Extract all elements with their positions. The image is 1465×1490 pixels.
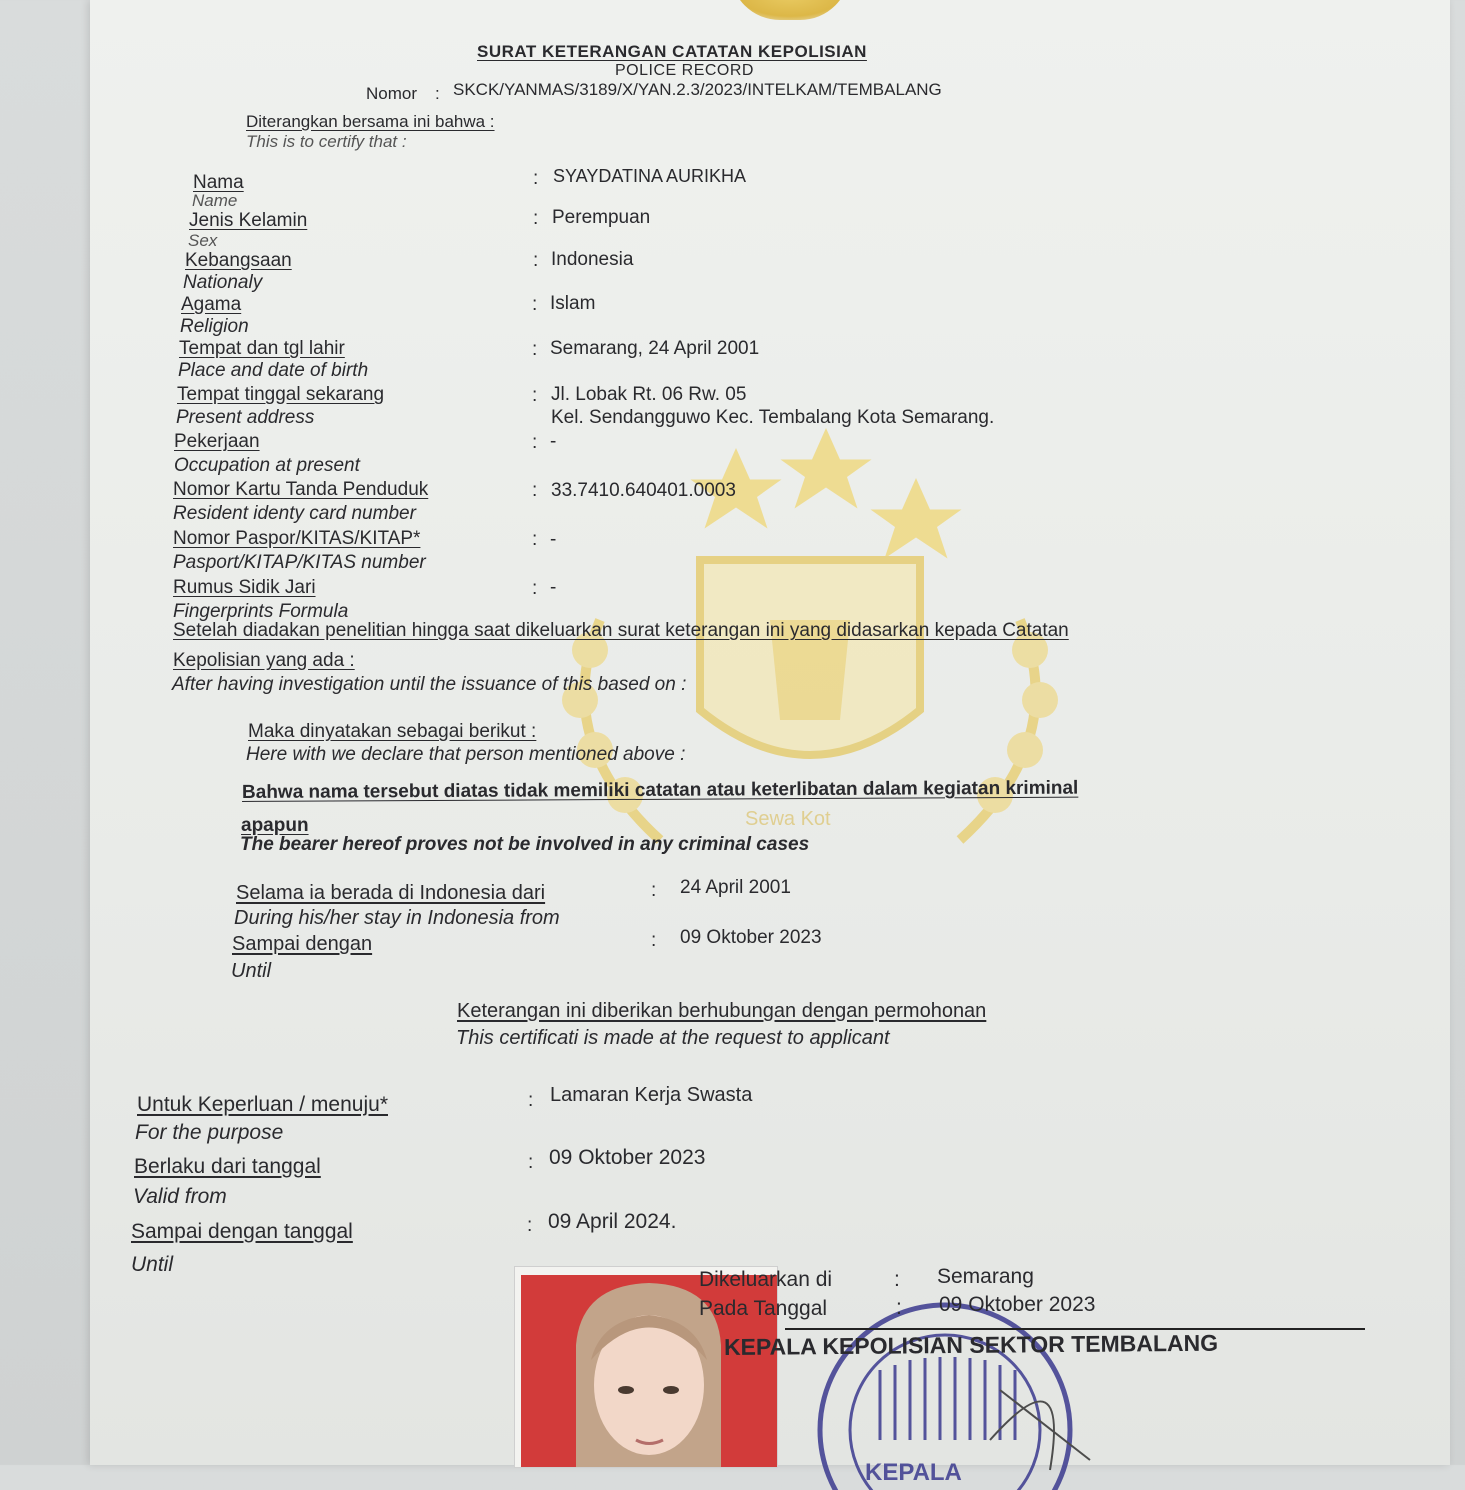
field-value-address-line1: Jl. Lobak Rt. 06 Rw. 05 bbox=[551, 384, 747, 405]
field-label-nationality: Kebangsaan bbox=[185, 250, 292, 271]
issued-date-label: Pada Tanggal bbox=[699, 1297, 828, 1320]
nomor-colon: : bbox=[435, 84, 440, 103]
field-value-fingerprint: - bbox=[550, 577, 557, 598]
purpose-label-en: For the purpose bbox=[135, 1121, 284, 1144]
field-label-fingerprint-en: Fingerprints Formula bbox=[173, 601, 349, 622]
investigation-en: After having investigation until the issuance of this based on : bbox=[172, 674, 687, 695]
field-label-address-en: Present address bbox=[176, 407, 315, 428]
purpose-label: Untuk Keperluan / menuju* bbox=[137, 1093, 388, 1116]
stay-from-value: 24 April 2001 bbox=[680, 877, 791, 898]
stay-until-value: 09 Oktober 2023 bbox=[680, 927, 822, 948]
issuing-office: KEPALA KEPOLISIAN SEKTOR TEMBALANG bbox=[723, 1329, 1219, 1360]
field-value-nama: SYAYDATINA AURIKHA bbox=[553, 166, 747, 186]
watermark-text: Sewa Kot bbox=[745, 808, 831, 830]
field-label-address: Tempat tinggal sekarang bbox=[177, 384, 385, 405]
declare-text: Maka dinyatakan sebagai berikut : bbox=[248, 721, 537, 742]
purpose-value: Lamaran Kerja Swasta bbox=[550, 1084, 753, 1106]
field-label-birth: Tempat dan tgl lahir bbox=[179, 338, 345, 359]
stay-until-label: Sampai dengan bbox=[232, 933, 373, 955]
statement-en: The bearer hereof proves not be involved in any criminal cases bbox=[240, 834, 810, 855]
stay-until-label-en: Until bbox=[231, 960, 272, 982]
document-subtitle: POLICE RECORD bbox=[615, 62, 754, 79]
field-label-occupation: Pekerjaan bbox=[174, 431, 260, 452]
nomor-value: SKCK/YANMAS/3189/X/YAN.2.3/2023/INTELKAM/TEMBALANG bbox=[453, 80, 942, 99]
investigation-line1: Setelah diadakan penelitian hingga saat dikeluarkan surat keterangan ini yang didasarkan kepada Catatan bbox=[173, 620, 1069, 641]
field-label-ktp: Nomor Kartu Tanda Penduduk bbox=[173, 479, 429, 500]
request-text-en: This certificati is made at the request to applicant bbox=[456, 1027, 890, 1049]
field-value-religion: Islam bbox=[550, 293, 596, 314]
statement-line1: Bahwa nama tersebut diatas tidak memiliki catatan atau keterlibatan dalam kegiatan kriminal bbox=[241, 777, 1079, 803]
request-text: Keterangan ini diberikan berhubungan dengan permohonan bbox=[457, 1000, 987, 1022]
stamp-text: KEPALA bbox=[865, 1459, 962, 1486]
field-label-ktp-en: Resident identy card number bbox=[173, 503, 416, 524]
field-label-occupation-en: Occupation at present bbox=[174, 455, 360, 476]
field-label-nama-en: Name bbox=[192, 191, 238, 210]
issued-place-value: Semarang bbox=[937, 1265, 1034, 1288]
statement-line2: apapun bbox=[241, 815, 309, 836]
intro-text: Diterangkan bersama ini bahwa : bbox=[246, 112, 495, 131]
stay-from-label-en: During his/her stay in Indonesia from bbox=[234, 907, 560, 929]
field-value-occupation: - bbox=[550, 431, 557, 452]
declare-text-en: Here with we declare that person mentioned above : bbox=[246, 744, 686, 765]
field-value-address-line2: Kel. Sendangguwo Kec. Tembalang Kota Semarang. bbox=[551, 407, 995, 428]
valid-from-label: Berlaku dari tanggal bbox=[134, 1155, 321, 1178]
valid-from-label-en: Valid from bbox=[133, 1185, 227, 1208]
field-label-passport-en: Pasport/KITAP/KITAS number bbox=[173, 552, 426, 573]
field-value-birth: Semarang, 24 April 2001 bbox=[550, 338, 760, 359]
issued-place-label: Dikeluarkan di bbox=[699, 1268, 833, 1291]
field-value-ktp: 33.7410.640401.0003 bbox=[551, 480, 736, 501]
field-label-birth-en: Place and date of birth bbox=[178, 360, 369, 381]
stay-from-label: Selama ia berada di Indonesia dari bbox=[236, 882, 546, 904]
intro-text-en: This is to certify that : bbox=[246, 132, 407, 151]
document-paper: Sewa Kot SURAT KETERANGAN CATATAN KEPOLISIAN POLICE RECORD Nomor : SKCK/YANMAS/3189/X/YAN.2.3/2023/INTELKAM/TEMBALANG Diterangkan bersama ini bahwa : This is to certify that : Nama Name : SYAYDATINA AURIKHA Jenis Kelamin Sex : Perempuan Kebangsaan Nationaly : Indonesia Agama Religion : Islam Tempat dan tgl lahir Place and date of birth : Semarang, 24 April 2001 Tempat tinggal sekarang Present address : Jl. Lobak Rt. 06 Rw. 05 Kel. Sendangguwo Kec. Tembalang Kota Semarang. Pekerjaan Occupation at present : - Nomor Kartu Tanda Penduduk Resident identy card number : 33.7410.640401.0003 Nomor Paspor/KITAS/KITAP* Pasport/KITAP/KITAS number : - Rumus Sidik Jari Fingerprints Formula : - Setelah diadakan penelitian hingga saat dikeluarkan surat keterangan ini yang didasarkan kepada Catatan Kepolisian yang ada : After having investigation until the issuance of this based on : Maka dinyatakan sebagai berikut : Here with we declare that person mentioned above : Bahwa nama tersebut diatas tidak memiliki catatan atau keterlibatan dalam kegiatan kriminal apapun The bearer hereof proves not be involved in any criminal cases Selama ia berada di Indonesia dari During his/her stay in Indonesia from : 24 April 2001 Sampai dengan Until : 09 Oktober 2023 Keterangan ini diberikan berhubungan dengan permohonan This certificati is made at the request to applicant Untuk Keperluan / menuju* For the purpose : Lamaran Kerja Swasta Berlaku dari tanggal Valid from : 09 Oktober 2023 Sampai dengan tanggal Until : 09 April 2024. KEPALA Dikeluarkan di : Semarang Pada Tanggal : 09 Oktober 2023 KEPALA KEPOLISIAN SEKTOR TEMBALANG bbox=[90, 0, 1450, 1465]
field-label-sex-en: Sex bbox=[188, 231, 218, 250]
investigation-line2: Kepolisian yang ada : bbox=[173, 650, 355, 671]
signature-rule bbox=[785, 1328, 1365, 1330]
valid-from-value: 09 Oktober 2023 bbox=[549, 1146, 706, 1169]
field-label-nama: Nama bbox=[193, 172, 244, 193]
field-value-passport: - bbox=[550, 529, 557, 550]
field-label-nationality-en: Nationaly bbox=[183, 272, 263, 293]
valid-until-label: Sampai dengan tanggal bbox=[131, 1220, 353, 1243]
valid-until-value: 09 April 2024. bbox=[548, 1210, 677, 1233]
field-label-passport: Nomor Paspor/KITAS/KITAP* bbox=[173, 528, 421, 549]
field-label-fingerprint: Rumus Sidik Jari bbox=[173, 577, 316, 598]
valid-until-label-en: Until bbox=[131, 1253, 174, 1276]
field-value-sex: Perempuan bbox=[552, 207, 651, 228]
nomor-label: Nomor bbox=[366, 84, 418, 103]
field-label-sex: Jenis Kelamin bbox=[189, 210, 308, 231]
issued-date-value: 09 Oktober 2023 bbox=[939, 1293, 1096, 1316]
police-emblem-top bbox=[730, 0, 850, 20]
document-title: SURAT KETERANGAN CATATAN KEPOLISIAN bbox=[477, 42, 867, 61]
field-value-nationality: Indonesia bbox=[551, 249, 634, 270]
field-label-religion: Agama bbox=[181, 294, 242, 315]
field-label-religion-en: Religion bbox=[180, 316, 249, 337]
